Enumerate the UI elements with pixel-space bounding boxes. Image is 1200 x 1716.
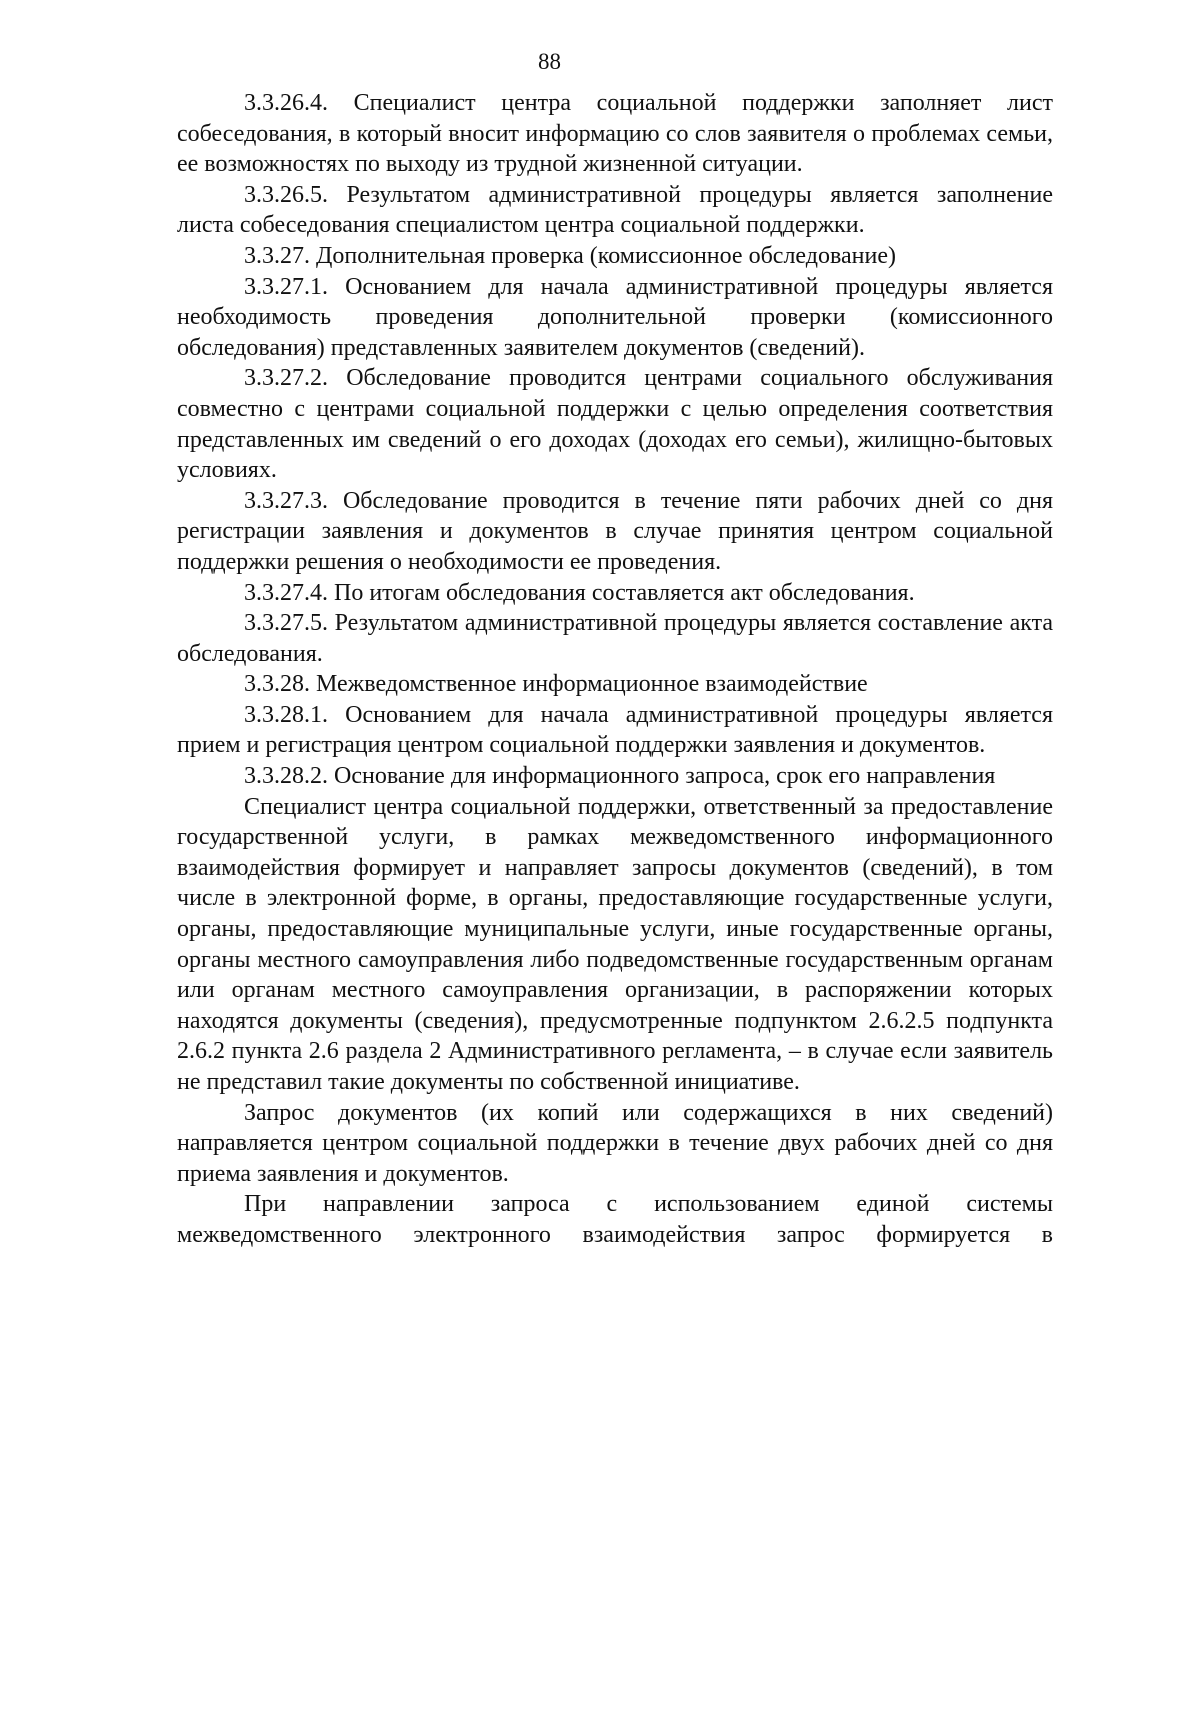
paragraph-3-3-27-4: 3.3.27.4. По итогам обследования составляется акт обследования.: [244, 579, 915, 606]
heading-3-3-27: 3.3.27. Дополнительная проверка (комиссионное обследование): [244, 242, 896, 269]
paragraph-3-3-26-5: 3.3.26.5. Результатом административной процедуры является заполнение листа собеседования специалистом центра социальной поддержки.: [177, 181, 1053, 239]
paragraph-3-3-27-5: 3.3.27.5. Результатом административной процедуры является составление акта обследования.: [177, 610, 1053, 667]
page-number: 88: [538, 49, 561, 74]
paragraph-request-timing: Запрос документов (их копий или содержащихся в них сведений) направляется центром социальной поддержки в течение двух рабочих дней со дня приема заявления и документов.: [177, 1099, 1053, 1187]
paragraph-3-3-27-1: 3.3.27.1. Основанием для начала административной процедуры является необходимость проведения дополнительной проверки (комиссионного обследования) представленных заявителем документов (сведений).: [177, 273, 1053, 361]
paragraph-3-3-26-4: 3.3.26.4. Специалист центра социальной поддержки заполняет лист собеседования, в который вносит информацию со слов заявителя о проблемах семьи, ее возможностях по выходу из трудной жизненной ситуации.: [177, 90, 1053, 178]
paragraph-3-3-28-2: 3.3.28.2. Основание для информационного запроса, срок его направления: [244, 763, 996, 790]
document-body: [177, 88, 1053, 1251]
paragraph-3-3-27-2: 3.3.27.2. Обследование проводится центрами социального обслуживания совместно с центрами социальной поддержки с целью определения соответствия представленных им сведений о его доходах (доходах его семьи), жилищно-бытовых условиях.: [177, 365, 1053, 484]
paragraph-3-3-27-3: 3.3.27.3. Обследование проводится в течение пяти рабочих дней со дня регистрации заявления и документов в случае принятия центром социальной поддержки решения о необходимости ее проведения.: [177, 487, 1053, 575]
paragraph-3-3-28-1: 3.3.28.1. Основанием для начала административной процедуры является прием и регистрация центром социальной поддержки заявления и документов.: [177, 701, 1053, 759]
paragraph-smev-request: При направлении запроса с использованием единой системы межведомственного электронного взаимодействия запрос формируется в: [177, 1191, 1053, 1248]
paragraph-specialist-requests: Специалист центра социальной поддержки, ответственный за предоставление государственной услуги, в рамках межведомственного информационного взаимодействия формирует и направляет запросы документов (сведений), в том числе в электронной форме, в органы, предоставляющие государственные услуги, органы, предоставляющие муниципальные услуги, иные государственные органы, органы местного самоуправления либо подведомственные государственным органам или органам местного самоуправления организации, в распоряжении которых находятся документы (сведения), предусмотренные подпунктом 2.6.2.5 подпункта 2.6.2 пункта 2.6 раздела 2 Административного регламента, – в случае если заявитель не представил такие документы по собственной инициативе.: [177, 793, 1053, 1095]
heading-3-3-28: 3.3.28. Межведомственное информационное взаимодействие: [244, 671, 868, 698]
